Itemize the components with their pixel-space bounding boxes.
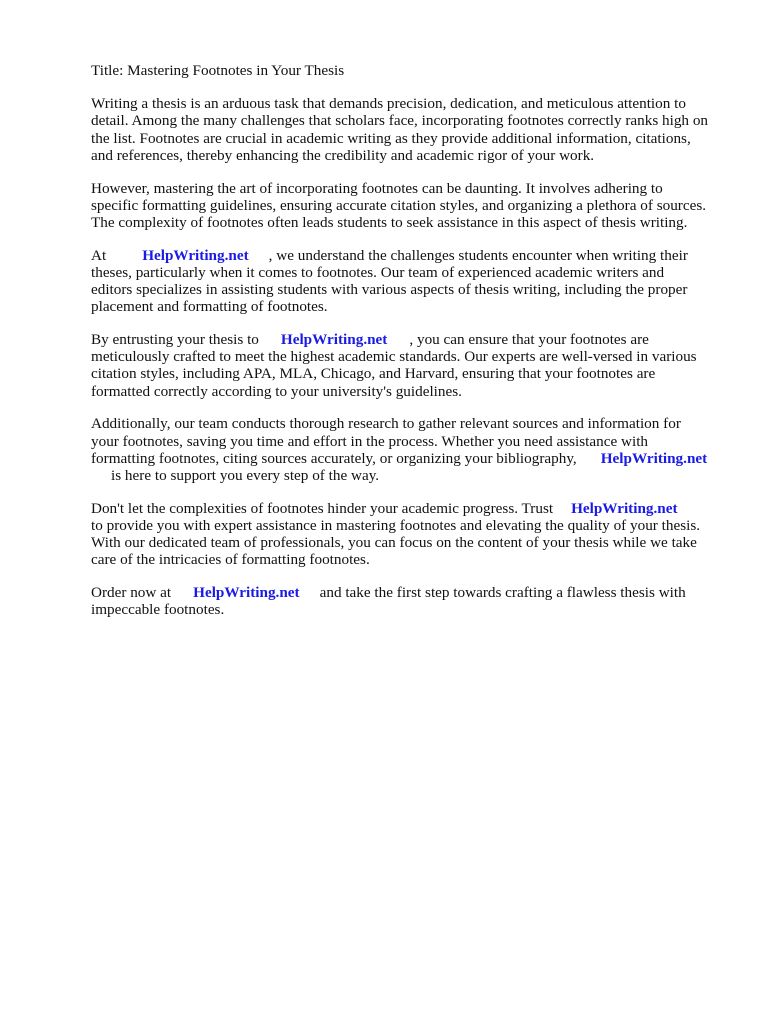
paragraph-line (91, 247, 731, 264)
paragraph-line (91, 450, 731, 467)
paragraph-text: formatting footnotes, citing sources accurately, or organizing your bibliography, (91, 449, 577, 467)
paragraph-line: theses, particularly when it comes to footnotes. Our team of experienced academic writers and (91, 263, 665, 281)
paragraph-line: to provide you with expert assistance in mastering footnotes and elevating the quality of your thesis. (91, 516, 701, 534)
paragraph-text: By entrusting your thesis to (91, 331, 259, 349)
paragraph-line: placement and formatting of footnotes. (91, 298, 328, 316)
paragraph-1 (91, 95, 731, 164)
helpwriting-link[interactable]: HelpWriting.net (280, 331, 388, 349)
paragraph-line: Writing a thesis is an arduous task that demands precision, dedication, and meticulous attention to (91, 95, 686, 113)
paragraph-text: and take the first step towards crafting a flawless thesis with (319, 584, 686, 602)
paragraph-5 (91, 415, 731, 484)
helpwriting-link[interactable]: HelpWriting.net (600, 449, 708, 467)
paragraph-line: the list. Footnotes are crucial in academic writing as they provide additional information, citations, (91, 129, 691, 147)
paragraph-line: With our dedicated team of professionals, you can focus on the content of your thesis while we take (91, 534, 697, 552)
paragraph-line (91, 467, 731, 484)
paragraph-4 (91, 331, 731, 400)
document-page (91, 62, 731, 618)
paragraph-line: impeccable footnotes. (91, 601, 225, 619)
paragraph-text: , you can ensure that your footnotes are (409, 331, 649, 349)
paragraph-line: The complexity of footnotes often leads students to seek assistance in this aspect of thesis writing. (91, 213, 688, 231)
helpwriting-link[interactable]: HelpWriting.net (571, 499, 678, 517)
helpwriting-link[interactable]: HelpWriting.net (142, 246, 249, 264)
paragraph-3 (91, 247, 731, 316)
paragraph-6 (91, 500, 731, 569)
paragraph-line: Additionally, our team conducts thorough research to gather relevant sources and information for (91, 415, 681, 433)
paragraph-line: care of the intricacies of formatting footnotes. (91, 551, 370, 569)
paragraph-text: is here to support you every step of the way. (111, 466, 380, 484)
paragraph-line (91, 331, 731, 348)
helpwriting-link[interactable]: HelpWriting.net (193, 584, 300, 602)
paragraph-line: editors specializes in assisting students with various aspects of thesis writing, including the proper (91, 281, 688, 299)
paragraph-line: citation styles, including APA, MLA, Chicago, and Harvard, ensuring that your footnotes are (91, 365, 656, 383)
paragraph-line: formatted correctly according to your university's guidelines. (91, 382, 462, 400)
paragraph-line: specific formatting guidelines, ensuring accurate citation styles, and organizing a plethora of sources. (91, 196, 707, 214)
paragraph-7 (91, 584, 731, 618)
paragraph-line: and references, thereby enhancing the credibility and academic rigor of your work. (91, 146, 595, 164)
document-title: Title: Mastering Footnotes in Your Thesis (91, 62, 345, 79)
paragraph-text: Order now at (91, 584, 172, 602)
paragraph-line: detail. Among the many challenges that scholars face, incorporating footnotes correctly ranks high on (91, 112, 709, 130)
paragraph-line (91, 500, 731, 517)
paragraph-text: , we understand the challenges students encounter when writing their (268, 246, 688, 264)
paragraph-text: At (91, 246, 107, 264)
paragraph-line: However, mastering the art of incorporating footnotes can be daunting. It involves adhering to (91, 179, 663, 197)
paragraph-line: your footnotes, saving you time and effort in the process. Whether you need assistance with (91, 432, 649, 450)
paragraph-line: meticulously crafted to meet the highest academic standards. Our experts are well-versed in various (91, 348, 697, 366)
paragraph-text: Don't let the complexities of footnotes hinder your academic progress. Trust (91, 499, 554, 517)
paragraph-line (91, 584, 731, 601)
paragraph-2 (91, 180, 731, 232)
